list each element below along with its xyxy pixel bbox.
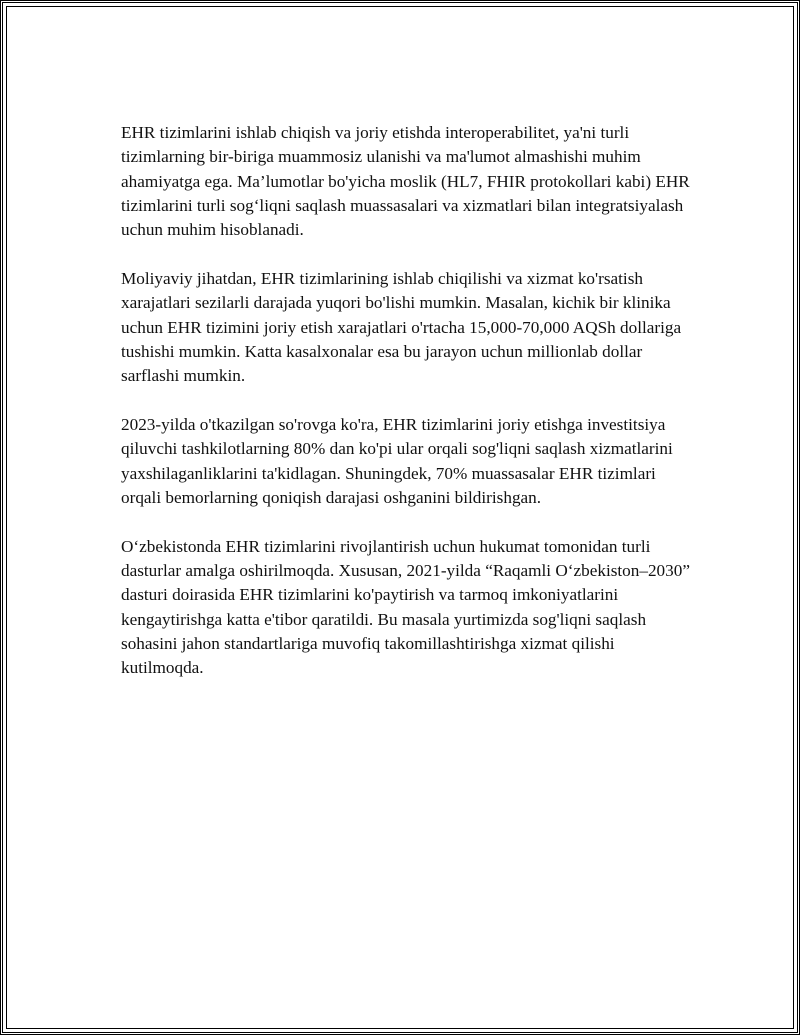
paragraph-uzbekistan-programs: O‘zbekistonda EHR tizimlarini rivojlantirish uchun hukumat tomonidan turli dasturlar amalga oshirilmoqda. Xususan, 2021-yilda “Raqamli O‘zbekiston–2030” dasturi doirasida EHR tizimlarini ko'paytirish va tarmoq imkoniyatlarini kengaytirishga katta e'tibor qaratildi. Bu masala yurtimizda sog'liqni saqlash sohasini jahon standartlariga muvofiq takomillashtirishga xizmat qilishi kutilmoqda. bbox=[121, 536, 690, 678]
paragraph-financial-costs: Moliyaviy jihatdan, EHR tizimlarining ishlab chiqilishi va xizmat ko'rsatish xarajatlari sezilarli darajada yuqori bo'lishi mumkin. Masalan, kichik bir klinika uchun EHR tizimini joriy etish xarajatlari o'rtacha 15,000-70,000 AQSh dollariga tushishi mumkin. Katta kasalxonalar esa bu jarayon uchun millionlab dollar sarflashi mumkin. bbox=[121, 268, 682, 386]
paragraph-interoperability: EHR tizimlarini ishlab chiqish va joriy etishda interoperabilitet, ya'ni turli tizimlarning bir-biriga muammosiz ulanishi va ma'lumot almashishi muhim ahamiyatga ega. Ma’lumotlar bo'yicha moslik (HL7, FHIR protokollari kabi) EHR tizimlarini turli sog‘liqni saqlash muassasalari va xizmatlari bilan integratsiyalash uchun muhim hisoblanadi. bbox=[121, 123, 690, 240]
document-body bbox=[121, 121, 691, 705]
paragraph-survey-results: 2023-yilda o'tkazilgan so'rovga ko'ra, EHR tizimlarini joriy etishga investitsiya qiluvchi tashkilotlarning 80% dan ko'pi ular orqali sog'liqni saqlash xizmatlarini yaxshilaganliklarini ta'kidlagan. Shuningdek, 70% muassasalar EHR tizimlari orqali bemorlarning qoniqish darajasi oshganini bildirishgan. bbox=[121, 414, 673, 507]
